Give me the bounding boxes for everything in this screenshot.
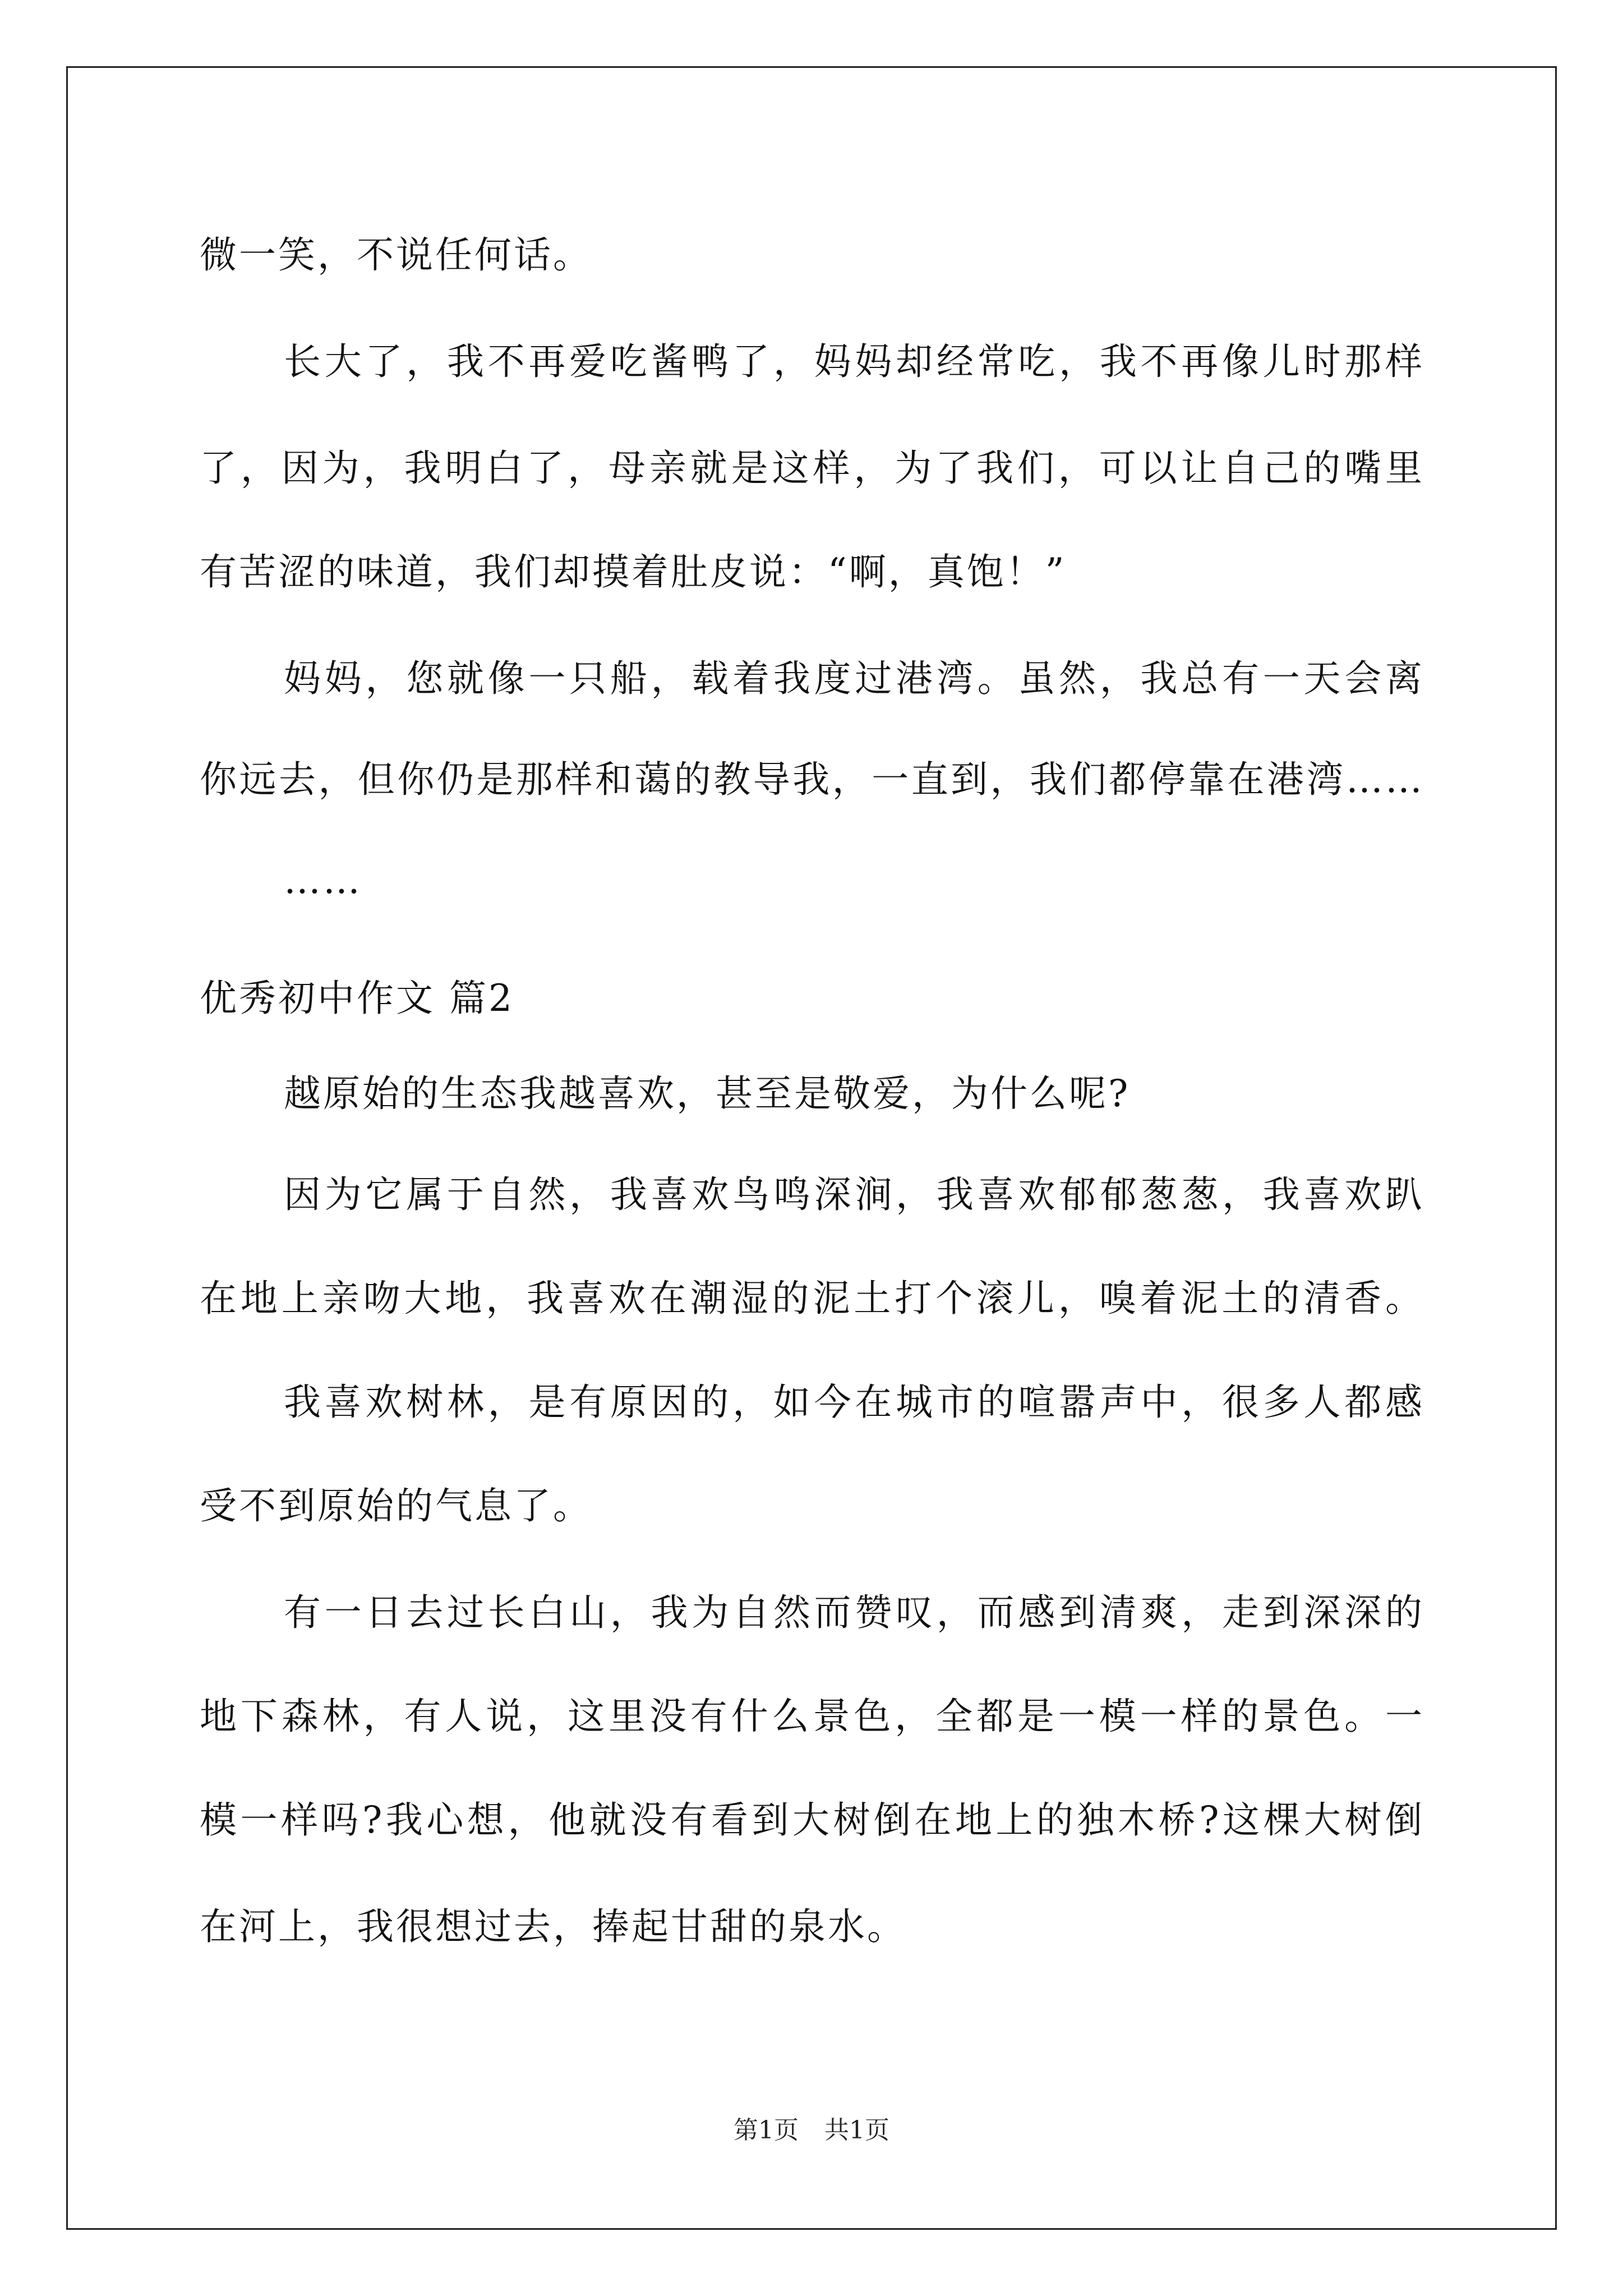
text-line: …… [284, 859, 362, 902]
text-line: 你远去，但你仍是那样和蔼的教导我，一直到，我们都停靠在港湾…… [200, 758, 1424, 801]
section-heading: 优秀初中作文 篇2 [200, 977, 514, 1020]
text-line: 受不到原始的气息了。 [200, 1484, 592, 1527]
text-line: 有苦涩的味道，我们却摸着肚皮说：“啊，真饱！” [200, 550, 1067, 593]
text-line: 了，因为，我明白了，母亲就是这样，为了我们，可以让自己的嘴里 [200, 447, 1424, 490]
text-line: 微一笑，不说任何话。 [200, 233, 592, 277]
text-line: 妈妈，您就像一只船，载着我度过港湾。虽然，我总有一天会离 [284, 657, 1424, 700]
text-line: 长大了，我不再爱吃酱鸭了，妈妈却经常吃，我不再像儿时那样 [284, 340, 1424, 383]
page-total: 共1页 [824, 2116, 889, 2145]
text-line: 地下森林，有人说，这里没有什么景色，全都是一模一样的景色。一 [200, 1695, 1424, 1738]
text-line: 我喜欢树林，是有原因的，如今在城市的喧嚣声中，很多人都感 [284, 1381, 1424, 1424]
page-number: 第1页 [734, 2116, 799, 2145]
text-line: 有一日去过长白山，我为自然而赞叹，而感到清爽，走到深深的 [284, 1591, 1424, 1634]
text-line: 越原始的生态我越喜欢，甚至是敬爱，为什么呢? [284, 1072, 1131, 1115]
page-footer [0, 2115, 1623, 2146]
text-line: 在河上，我很想过去，捧起甘甜的泉水。 [200, 1905, 906, 1948]
text-line: 模一样吗?我心想，他就没有看到大树倒在地上的独木桥?这棵大树倒 [200, 1798, 1424, 1842]
text-line: 在地上亲吻大地，我喜欢在潮湿的泥土打个滚儿，嗅着泥土的清香。 [200, 1277, 1424, 1320]
text-line: 因为它属于自然，我喜欢鸟鸣深涧，我喜欢郁郁葱葱，我喜欢趴 [284, 1173, 1424, 1216]
